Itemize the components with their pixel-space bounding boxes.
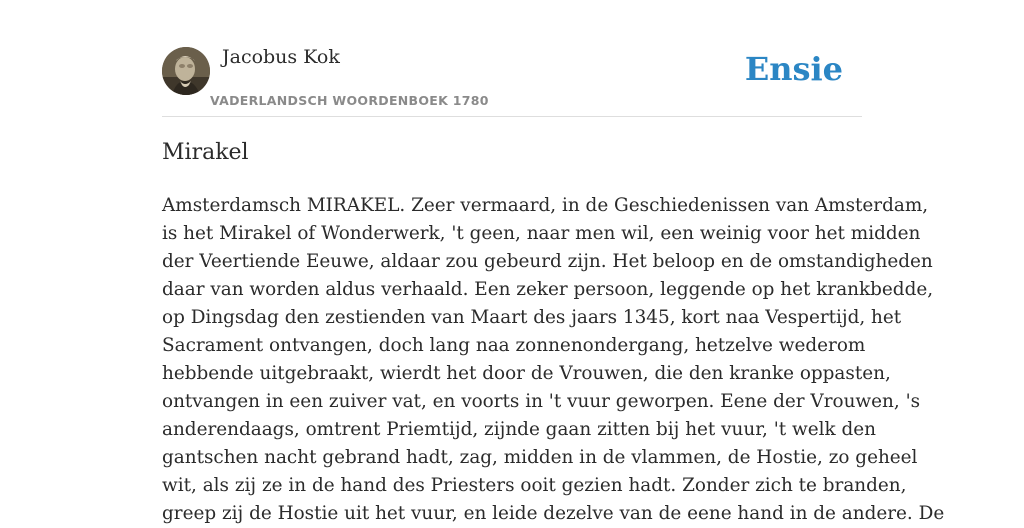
author-avatar[interactable] <box>162 47 210 95</box>
body-line: Amsterdamsch MIRAKEL. Zeer vermaard, in de Geschiedenissen van Amsterdam, <box>162 195 929 216</box>
author-name[interactable]: Jacobus Kok <box>222 46 340 68</box>
portrait-icon <box>162 47 210 95</box>
entry-body <box>162 192 945 528</box>
entry-page <box>162 0 945 524</box>
body-line: is het Mirakel of Wonderwerk, 't geen, naar men wil, een weinig voor het midden <box>162 223 921 244</box>
body-line: daar van worden aldus verhaald. Een zeker persoon, leggende op het krankbedde, <box>162 279 934 300</box>
body-line: der Veertiende Eeuwe, aldaar zou gebeurd zijn. Het beloop en de omstandigheden <box>162 251 933 272</box>
body-line: anderendaags, omtrent Priemtijd, zijnde gaan zitten bij het vuur, 't welk den <box>162 419 876 440</box>
body-line: wit, als zij ze in de hand des Priesters ooit gezien hadt. Zonder zich te branden, <box>162 475 907 496</box>
body-line: ontvangen in een zuiver vat, en voorts in 't vuur geworpen. Eene der Vrouwen, 's <box>162 391 921 412</box>
entry-title: Mirakel <box>162 140 249 165</box>
body-line: Sacrament ontvangen, doch lang naa zonnenondergang, hetzelve wederom <box>162 335 866 356</box>
brand-logo[interactable]: Ensie <box>744 50 843 88</box>
body-line: hebbende uitgebraakt, wierdt het door de Vrouwen, die den kranke oppasten, <box>162 363 891 384</box>
source-name[interactable]: VADERLANDSCH WOORDENBOEK 1780 <box>210 93 489 108</box>
body-line: greep zij de Hostie uit het vuur, en leide dezelve van de eene hand in de andere. De <box>162 503 945 524</box>
body-line: op Dingsdag den zestienden van Maart des jaars 1345, kort naa Vespertijd, het <box>162 307 902 328</box>
entry-header <box>162 0 862 117</box>
body-line: gantschen nacht gebrand hadt, zag, midden in de vlammen, de Hostie, zo geheel <box>162 447 918 468</box>
